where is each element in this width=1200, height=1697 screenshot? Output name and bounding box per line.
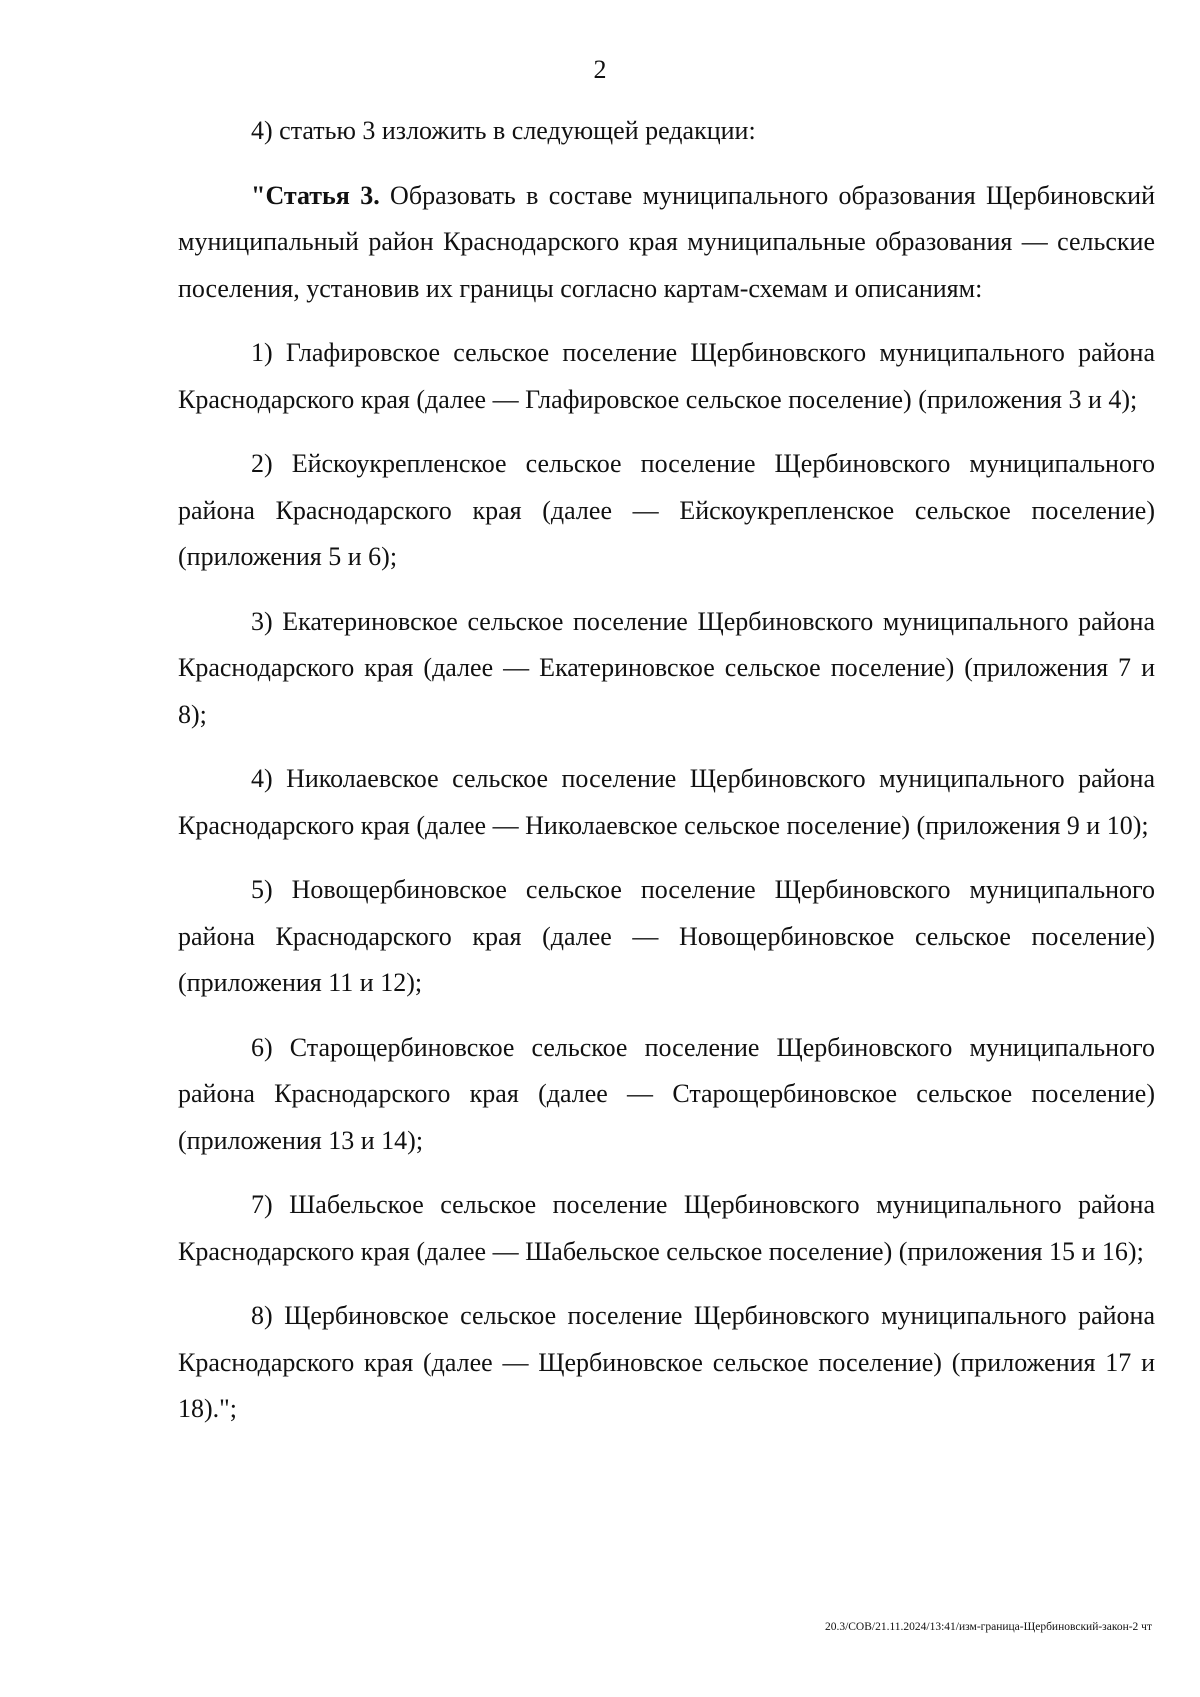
list-item: 7) Шабельское сельское поселение Щербиновского муниципального района Краснодарского края (далее — Шабельское сельское поселение) (приложения 15 и 16); — [178, 1190, 1155, 1266]
article-paragraph — [178, 173, 1155, 313]
article-text: Образовать в составе муниципального образования Щербиновский муниципальный район Краснодарского края муниципальные образования — сельские поселения, установив их границы согласно картам-схемам и описаниям: — [178, 180, 1155, 303]
amendment-intro: 4) статью 3 изложить в следующей редакции: — [251, 116, 756, 145]
document-code-footer: 20.3/СОВ/21.11.2024/13:41/изм-граница-Щербиновский-закон-2 чт — [824, 1621, 1152, 1633]
list-item: 4) Николаевское сельское поселение Щербиновского муниципального района Краснодарского края (далее — Николаевское сельское поселение) (приложения 9 и 10); — [178, 764, 1155, 840]
article-label: "Статья 3. — [251, 180, 380, 210]
settlement-list — [178, 330, 1155, 1433]
list-item: 8) Щербиновское сельское поселение Щербиновского муниципального района Краснодарского края (далее — Щербиновское сельское поселение) (приложения 17 и 18)."; — [178, 1301, 1155, 1423]
list-item: 2) Ейскоукрепленское сельское поселение Щербиновского муниципального района Краснодарского края (далее — Ейскоукрепленское сельское поселение) (приложения 5 и 6); — [178, 449, 1155, 571]
list-item: 5) Новощербиновское сельское поселение Щербиновского муниципального района Краснодарского края (далее — Новощербиновское сельское поселение) (приложения 11 и 12); — [178, 875, 1155, 997]
list-item: 6) Старощербиновское сельское поселение Щербиновского муниципального района Краснодарского края (далее — Старощербиновское сельское поселение) (приложения 13 и 14); — [178, 1032, 1155, 1155]
list-item: 3) Екатериновское сельское поселение Щербиновского муниципального района Краснодарского края (далее — Екатериновское сельское поселение) (приложения 7 и 8); — [178, 606, 1155, 729]
page-number: 2 — [593, 55, 607, 84]
document-body — [178, 108, 1155, 1433]
list-item: 1) Глафировское сельское поселение Щербиновского муниципального района Краснодарского края (далее — Глафировское сельское поселение) (приложения 3 и 4); — [178, 338, 1155, 414]
